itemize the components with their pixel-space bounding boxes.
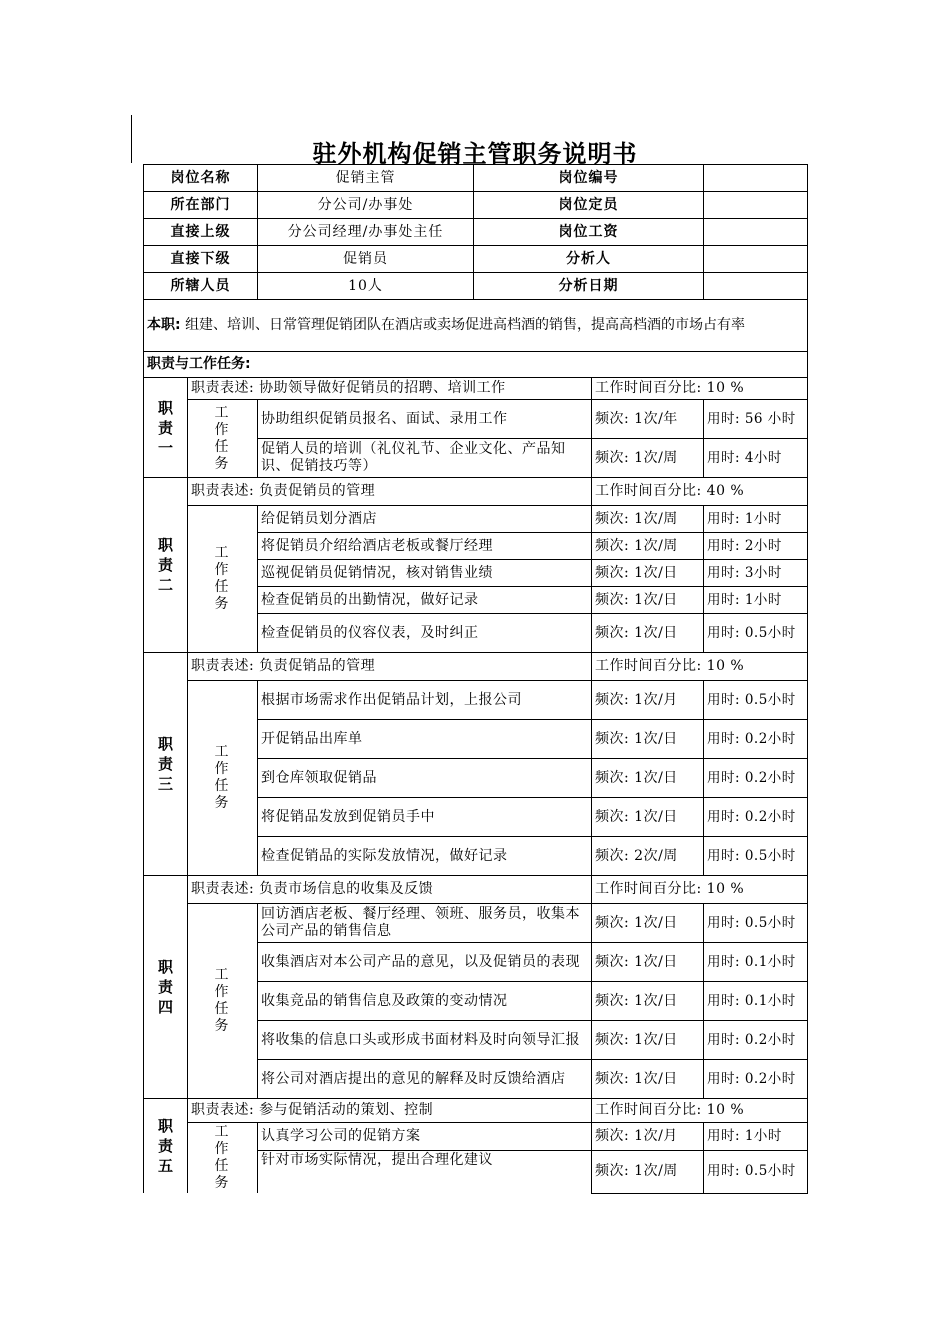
task-description: 收集竞品的销售信息及政策的变动情况 bbox=[258, 982, 592, 1021]
task-frequency: 频次: 1次/月 bbox=[592, 1123, 704, 1151]
task-frequency: 频次: 1次/周 bbox=[592, 439, 704, 478]
task-frequency: 频次: 1次/日 bbox=[592, 982, 704, 1021]
work-tasks-label bbox=[188, 904, 258, 1099]
duty-label bbox=[144, 653, 188, 876]
duty-description: 职责表述: 参与促销活动的策划、控制 bbox=[188, 1099, 592, 1123]
duty-label bbox=[144, 876, 188, 1099]
duty-time-percentage: 工作时间百分比: 10 % bbox=[592, 876, 808, 904]
duty-label-text: 职责三 bbox=[158, 735, 174, 793]
value-staff-count: 10人 bbox=[258, 273, 474, 300]
duty-label-text: 职责四 bbox=[158, 958, 174, 1016]
task-time-used: 用时: 0.5小时 bbox=[704, 681, 808, 720]
task-time-used: 用时: 0.5小时 bbox=[704, 837, 808, 876]
task-frequency: 频次: 1次/日 bbox=[592, 1060, 704, 1099]
duty-label-text: 职责五 bbox=[158, 1117, 174, 1175]
duty-label-text: 职责一 bbox=[158, 398, 174, 457]
task-description: 促销人员的培训（礼仪礼节、企业文化、产品知识、促销技巧等） bbox=[258, 439, 592, 478]
work-tasks-label bbox=[188, 1123, 258, 1194]
task-time-used: 用时: 2小时 bbox=[704, 533, 808, 560]
label-department: 所在部门 bbox=[144, 192, 258, 219]
task-description: 认真学习公司的促销方案 bbox=[258, 1123, 592, 1151]
work-tasks-label-text: 工作任务 bbox=[214, 967, 231, 1034]
page-title: 驻外机构促销主管职务说明书 bbox=[312, 140, 638, 168]
task-frequency: 频次: 1次/日 bbox=[592, 720, 704, 759]
duty-description: 职责表述: 协助领导做好促销员的招聘、培训工作 bbox=[188, 378, 592, 400]
label-salary: 岗位工资 bbox=[474, 219, 704, 246]
work-tasks-label bbox=[188, 506, 258, 653]
task-description: 开促销品出库单 bbox=[258, 720, 592, 759]
task-time-used: 用时: 1小时 bbox=[704, 1123, 808, 1151]
main-duty-label: 本职: bbox=[147, 317, 181, 333]
task-time-used: 用时: 0.5小时 bbox=[704, 614, 808, 653]
label-direct-superior: 直接上级 bbox=[144, 219, 258, 246]
task-time-used: 用时: 0.1小时 bbox=[704, 982, 808, 1021]
task-description: 回访酒店老板、餐厅经理、领班、服务员，收集本公司产品的销售信息 bbox=[258, 904, 592, 943]
task-time-used: 用时: 0.2小时 bbox=[704, 798, 808, 837]
label-headcount: 岗位定员 bbox=[474, 192, 704, 219]
task-description: 将促销品发放到促销员手中 bbox=[258, 798, 592, 837]
duty-time-percentage: 工作时间百分比: 10 % bbox=[592, 1099, 808, 1123]
task-description: 收集酒店对本公司产品的意见，以及促销员的表现 bbox=[258, 943, 592, 982]
task-time-used: 用时: 1小时 bbox=[704, 506, 808, 533]
task-frequency: 频次: 1次/日 bbox=[592, 614, 704, 653]
task-frequency: 频次: 1次/日 bbox=[592, 587, 704, 614]
duty-label bbox=[144, 478, 188, 653]
task-time-used: 用时: 0.2小时 bbox=[704, 1021, 808, 1060]
value-department: 分公司/办事处 bbox=[258, 192, 474, 219]
task-time-used: 用时: 1小时 bbox=[704, 587, 808, 614]
task-frequency: 频次: 1次/日 bbox=[592, 1021, 704, 1060]
task-frequency: 频次: 1次/周 bbox=[592, 533, 704, 560]
duty-label bbox=[144, 378, 188, 478]
work-tasks-label bbox=[188, 400, 258, 478]
value-analysis-date bbox=[704, 273, 808, 300]
value-analyst bbox=[704, 246, 808, 273]
task-description: 检查促销品的实际发放情况，做好记录 bbox=[258, 837, 592, 876]
job-description-table bbox=[143, 164, 808, 1194]
label-staff-count: 所辖人员 bbox=[144, 273, 258, 300]
task-frequency: 频次: 2次/周 bbox=[592, 837, 704, 876]
work-tasks-label-text: 工作任务 bbox=[214, 744, 231, 811]
duty-label-text: 职责二 bbox=[158, 536, 174, 594]
value-salary bbox=[704, 219, 808, 246]
duty-time-percentage: 工作时间百分比: 10 % bbox=[592, 378, 808, 400]
task-time-used: 用时: 0.2小时 bbox=[704, 1060, 808, 1099]
task-time-used: 用时: 3小时 bbox=[704, 560, 808, 587]
task-time-used: 用时: 0.5小时 bbox=[704, 904, 808, 943]
value-direct-superior: 分公司经理/办事处主任 bbox=[258, 219, 474, 246]
task-description: 给促销员划分酒店 bbox=[258, 506, 592, 533]
value-headcount bbox=[704, 192, 808, 219]
task-frequency: 频次: 1次/日 bbox=[592, 943, 704, 982]
task-description: 根据市场需求作出促销品计划，上报公司 bbox=[258, 681, 592, 720]
duty-description: 职责表述: 负责促销品的管理 bbox=[188, 653, 592, 681]
task-frequency: 频次: 1次/周 bbox=[592, 506, 704, 533]
work-tasks-label-text: 工作任务 bbox=[214, 545, 231, 612]
task-time-used: 用时: 0.2小时 bbox=[704, 759, 808, 798]
task-time-used: 用时: 0.1小时 bbox=[704, 943, 808, 982]
task-description: 巡视促销员促销情况，核对销售业绩 bbox=[258, 560, 592, 587]
label-direct-subordinate: 直接下级 bbox=[144, 246, 258, 273]
task-description: 针对市场实际情况，提出合理化建议 bbox=[258, 1150, 592, 1193]
work-tasks-label-text: 工作任务 bbox=[214, 404, 231, 472]
main-duty-cell bbox=[144, 300, 808, 352]
task-frequency: 频次: 1次/日 bbox=[592, 798, 704, 837]
label-analysis-date: 分析日期 bbox=[474, 273, 704, 300]
duty-time-percentage: 工作时间百分比: 10 % bbox=[592, 653, 808, 681]
task-description: 检查促销员的仪容仪表，及时纠正 bbox=[258, 614, 592, 653]
work-tasks-label bbox=[188, 681, 258, 876]
label-analyst: 分析人 bbox=[474, 246, 704, 273]
task-description: 到仓库领取促销品 bbox=[258, 759, 592, 798]
task-description: 检查促销员的出勤情况，做好记录 bbox=[258, 587, 592, 614]
label-position-name: 岗位名称 bbox=[144, 165, 258, 192]
task-frequency: 频次: 1次/日 bbox=[592, 560, 704, 587]
duty-label bbox=[144, 1099, 188, 1194]
task-frequency: 频次: 1次/周 bbox=[592, 1150, 704, 1193]
value-position-name: 促销主管 bbox=[258, 165, 474, 192]
task-time-used: 用时: 4小时 bbox=[704, 439, 808, 478]
value-position-code bbox=[704, 165, 808, 192]
main-duty-text: 组建、培训、日常管理促销团队在酒店或卖场促进高档酒的销售，提高高档酒的市场占有率 bbox=[185, 317, 746, 333]
label-position-code: 岗位编号 bbox=[474, 165, 704, 192]
task-time-used: 用时: 0.5小时 bbox=[704, 1150, 808, 1193]
task-time-used: 用时: 0.2小时 bbox=[704, 720, 808, 759]
task-time-used: 用时: 56 小时 bbox=[704, 400, 808, 439]
task-frequency: 频次: 1次/年 bbox=[592, 400, 704, 439]
duty-time-percentage: 工作时间百分比: 40 % bbox=[592, 478, 808, 506]
value-direct-subordinate: 促销员 bbox=[258, 246, 474, 273]
duty-description: 职责表述: 负责市场信息的收集及反馈 bbox=[188, 876, 592, 904]
task-frequency: 频次: 1次/日 bbox=[592, 904, 704, 943]
task-description: 将收集的信息口头或形成书面材料及时向领导汇报 bbox=[258, 1021, 592, 1060]
task-description: 协助组织促销员报名、面试、录用工作 bbox=[258, 400, 592, 439]
task-frequency: 频次: 1次/日 bbox=[592, 759, 704, 798]
section-title: 职责与工作任务: bbox=[144, 352, 808, 378]
task-description: 将促销员介绍给酒店老板或餐厅经理 bbox=[258, 533, 592, 560]
task-description: 将公司对酒店提出的意见的解释及时反馈给酒店 bbox=[258, 1060, 592, 1099]
work-tasks-label-text: 工作任务 bbox=[214, 1124, 231, 1191]
duty-description: 职责表述: 负责促销员的管理 bbox=[188, 478, 592, 506]
task-frequency: 频次: 1次/月 bbox=[592, 681, 704, 720]
